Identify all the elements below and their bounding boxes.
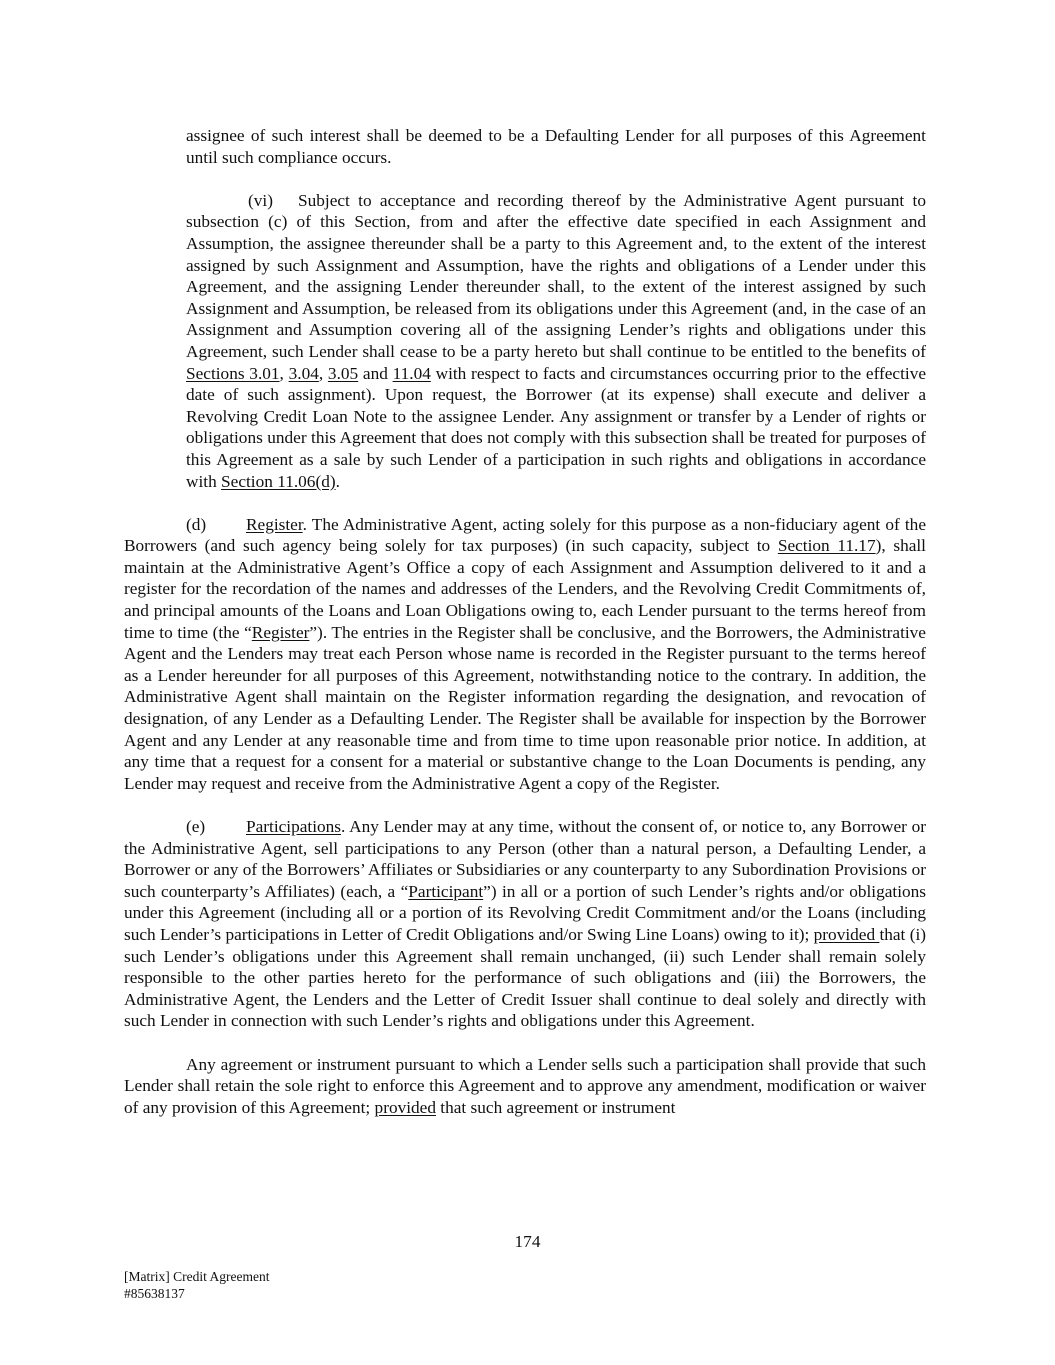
participation-agreement-paragraph: Any agreement or instrument pursuant to which a Lender sells such a participation shall provide that such Lender shall retain the sole right to enforce this Agreement and to approve any amendment, modification or waiver of any provision of this Agreement; provided that such agreement or instrument (124, 1054, 926, 1117)
section-d-label: (d) (186, 514, 207, 534)
section-d-register-paragraph: (d) Register. The Administrative Agent, acting solely for this purpose as a non-fiduciary agent of the Borrowers (and such agency being solely for tax purposes) (in such capacity, subject to Section 11.17), shall maintain at the Administrative Agent’s Office a copy of each Assignment and Assumption delivered to it and a register for the recordation of the names and addresses of the Lenders, and the Revolving Credit Commitments of, and principal amounts of the Loans and Loan Obligations owing to, each Lender pursuant to the terms hereof from time to time (the “Register”). The entries in the Register shall be conclusive, and the Borrowers, the Administrative Agent and the Lenders may treat each Person whose name is recorded in the Register pursuant to the terms hereof as a Lender hereunder for all purposes of this Agreement, notwithstanding notice to the contrary. In addition, the Administrative Agent shall maintain on the Register information regarding the designation, and revocation of designation, of any Lender as a Defaulting Lender. The Register shall be available for inspection by the Borrower Agent and any Lender at any reasonable time and from time to time upon reasonable prior notice. In addition, at any time that a request for a consent for a material or substantive change to the Loan Documents is pending, any Lender may request and receive from the Administrative Agent a copy of the Register. (124, 514, 926, 793)
proviso-term: provided (813, 924, 880, 944)
cross-reference-link: Section 11.06(d) (221, 471, 336, 491)
section-e-label: (e) (186, 817, 206, 836)
section-heading: Register (246, 514, 303, 534)
document-body (124, 125, 926, 1118)
section-e-participations-paragraph: (e) Participations. Any Lender may at any time, without the consent of, or notice to, any Borrower or the Administrative Agent, sell participations to any Person (other than a natural person, a Defaulting Lender, a Borrower or any of the Borrowers’ Affiliates or Subsidiaries or any counterparty to any Subordination Provisions or such counterparty’s Affiliates) (each, a “Participant”) in all or a portion of such Lender’s rights and/or obligations under this Agreement (including all or a portion of its Revolving Credit Commitment and/or the Loans (including such Lender’s participations in Letter of Credit Obligations and/or Swing Line Loans) owing to it); provided that (i) such Lender’s obligations under this Agreement shall remain unchanged, (ii) such Lender shall remain solely responsible to the other parties hereto for the performance of such obligations and (iii) the Borrowers, the Administrative Agent, the Lenders and the Letter of Credit Issuer shall continue to deal solely and directly with such Lender in connection with such Lender’s rights and obligations under this Agreement. (124, 817, 927, 1031)
section-heading: Participations (246, 817, 342, 836)
continuation-paragraph: assignee of such interest shall be deemed to be a Defaulting Lender for all purposes of this Agreement until such compliance occurs. (186, 126, 926, 167)
cross-reference-link: Sections 3.01 (186, 363, 280, 383)
cross-reference-link: Section 11.17 (777, 536, 876, 556)
footer-document-id: #85638137 (124, 1286, 185, 1301)
proviso-term: provided (374, 1097, 436, 1117)
clause-vi-paragraph: (vi) Subject to acceptance and recording thereof by the Administrative Agent pursuant to subsection (c) of this Section, from and after the effective date specified in each Assignment and Assumption, the assignee thereunder shall be a party to this Agreement and, to the extent of the interest assigned by such Assignment and Assumption, have the rights and obligations of a Lender under this Agreement, and the assigning Lender thereunder shall, to the extent of the interest assigned by such Assignment and Assumption, be released from its obligations under this Agreement (and, in the case of an Assignment and Assumption covering all of the assigning Lender’s rights and obligations under this Agreement, such Lender shall cease to be a party hereto but shall continue to be entitled to the benefits of Sections 3.01, 3.04, 3.05 and 11.04 with respect to facts and circumstances occurring prior to the effective date of such assignment). Upon request, the Borrower (at its expense) shall execute and deliver a Revolving Credit Loan Note to the assignee Lender. Any assignment or transfer by a Lender of rights or obligations under this Agreement that does not comply with this subsection shall be treated for purposes of this Agreement as a sale by such Lender of a participation in such rights and obligations in accordance with Section 11.06(d). (186, 190, 927, 491)
clause-vi-label: (vi) (248, 190, 273, 210)
cross-reference-link: 3.04 (288, 363, 319, 383)
document-footer (124, 1268, 269, 1302)
page-number: 174 (514, 1232, 541, 1251)
defined-term: Register (251, 622, 310, 642)
defined-term: Participant (408, 881, 484, 901)
footer-document-title: [Matrix] Credit Agreement (124, 1269, 270, 1284)
cross-reference-link: 11.04 (392, 363, 431, 383)
cross-reference-link: 3.05 (327, 363, 359, 383)
